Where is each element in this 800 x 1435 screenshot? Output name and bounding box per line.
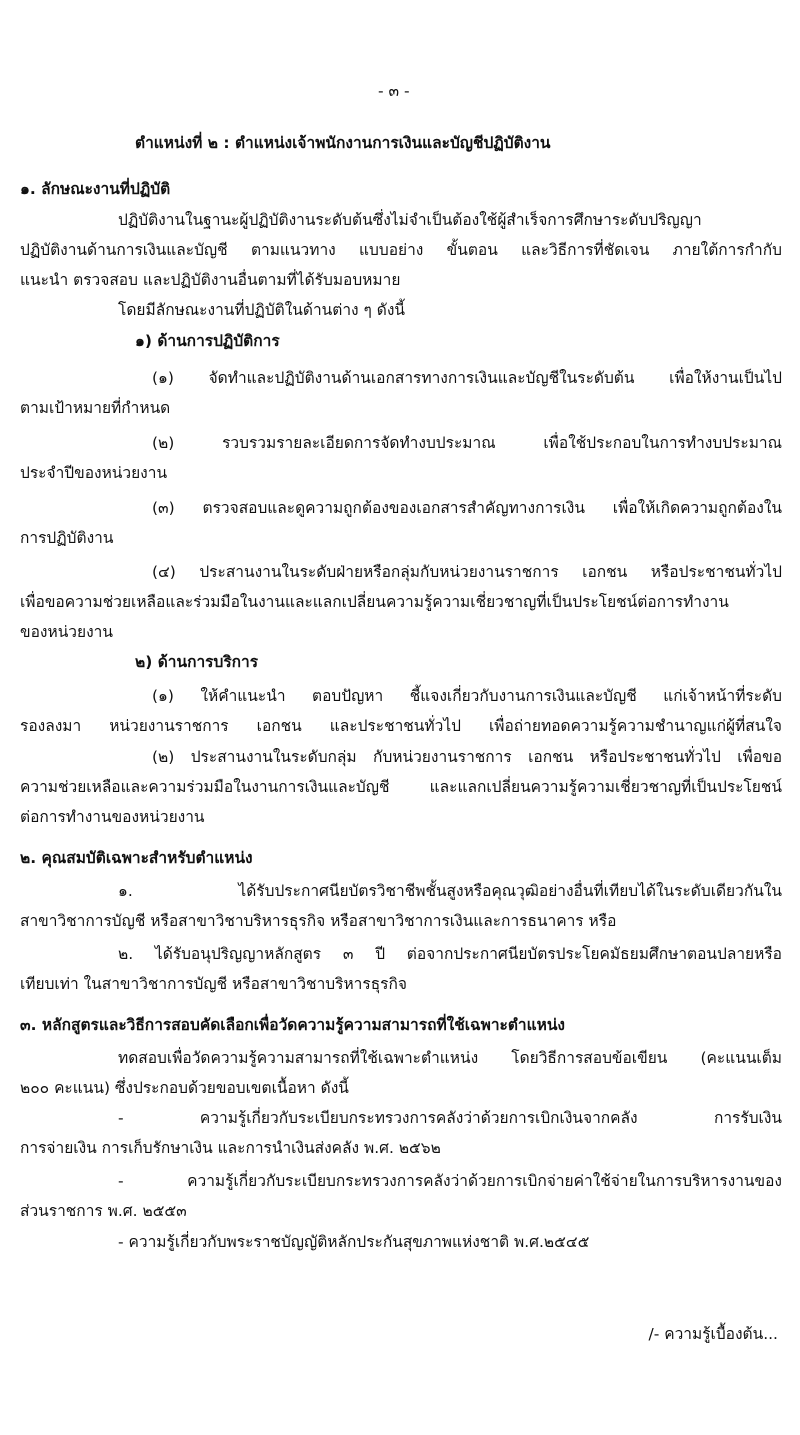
section-2-title: ๒. คุณสมบัติเฉพาะสำหรับตำแหน่ง [20, 849, 253, 867]
qualification-line: เทียบเท่า ในสาขาวิชาการบัญชี หรือสาขาวิชาบริหารธุรกิจ [20, 975, 407, 993]
exam-line: การจ่ายเงิน การเก็บรักษาเงิน และการนำเงินส่งคลัง พ.ศ. ๒๕๖๒ [20, 1139, 441, 1157]
paragraph-line: โดยมีลักษณะงานที่ปฏิบัติในด้านต่าง ๆ ดังนี้ [118, 301, 406, 319]
list-item-continuation: รองลงมา หน่วยงานราชการ เอกชน และประชาชนทั่วไป เพื่อถ่ายทอดความรู้ความชำนาญแก่ผู้ที่สนใจ [20, 717, 782, 735]
section-1-title: ๑. ลักษณะงานที่ปฏิบัติ [20, 180, 171, 198]
position-heading: ตำแหน่งที่ ๒ : ตำแหน่งเจ้าพนักงานการเงินและบัญชีปฏิบัติงาน [135, 134, 551, 152]
list-item-continuation: การปฏิบัติงาน [20, 529, 114, 547]
list-item-continuation: ของหน่วยงาน [20, 623, 113, 641]
paragraph-line: แนะนำ ตรวจสอบ และปฏิบัติงานอื่นตามที่ได้รับมอบหมาย [20, 271, 401, 289]
exam-line: ส่วนราชการ พ.ศ. ๒๕๕๓ [20, 1202, 187, 1220]
list-item-continuation: ความช่วยเหลือและความร่วมมือในงานการเงินและบัญชี และแลกเปลี่ยนความรู้ความเชี่ยวชาญที่เป็นประโยชน์ [20, 778, 782, 796]
paragraph-line: ปฏิบัติงานในฐานะผู้ปฏิบัติงานระดับต้นซึ่งไม่จำเป็นต้องใช้ผู้สำเร็จการศึกษาระดับปริญญา [118, 211, 702, 229]
qualification-line: สาขาวิชาการบัญชี หรือสาขาวิชาบริหารธุรกิจ หรือสาขาวิชาการเงินและการธนาคาร หรือ [20, 912, 617, 930]
exam-line: ๒๐๐ คะแนน) ซึ่งประกอบด้วยขอบเขตเนื้อหา ดังนี้ [20, 1079, 349, 1097]
list-item: (๑) จัดทำและปฏิบัติงานด้านเอกสารทางการเงินและบัญชีในระดับต้น เพื่อให้งานเป็นไป [152, 369, 782, 387]
section-3-title: ๓. หลักสูตรและวิธีการสอบคัดเลือกเพื่อวัดความรู้ความสามารถที่ใช้เฉพาะตำแหน่ง [20, 1016, 566, 1034]
subsection-operations-title: ๑) ด้านการปฏิบัติการ [135, 332, 280, 350]
list-item: (๔) ประสานงานในระดับฝ่ายหรือกลุ่มกับหน่วยงานราชการ เอกชน หรือประชาชนทั่วไป [152, 563, 782, 581]
list-item: (๒) รวบรวมรายละเอียดการจัดทำงบประมาณ เพื่อใช้ประกอบในการทำงบประมาณ [152, 434, 782, 452]
qualification-line: ๒. ได้รับอนุปริญญาหลักสูตร ๓ ปี ต่อจากประกาศนียบัตรประโยคมัธยมศึกษาตอนปลายหรือ [118, 945, 782, 963]
list-item-continuation: ประจำปีของหน่วยงาน [20, 464, 168, 482]
exam-line: - ความรู้เกี่ยวกับพระราชบัญญัติหลักประกันสุขภาพแห่งชาติ พ.ศ.๒๕๔๕ [118, 1233, 590, 1251]
list-item: (๓) ตรวจสอบและดูความถูกต้องของเอกสารสำคัญทางการเงิน เพื่อให้เกิดความถูกต้องใน [152, 499, 782, 517]
paragraph-line: ปฏิบัติงานด้านการเงินและบัญชี ตามแนวทาง แบบอย่าง ขั้นตอน และวิธีการที่ชัดเจน ภายใต้การกำกับ [20, 241, 782, 259]
exam-line: - ความรู้เกี่ยวกับระเบียบกระทรวงการคลังว่าด้วยการเบิกจ่ายค่าใช้จ่ายในการบริหารงานของ [118, 1172, 782, 1190]
list-item: (๑) ให้คำแนะนำ ตอบปัญหา ชี้แจงเกี่ยวกับงานการเงินและบัญชี แก่เจ้าหน้าที่ระดับ [152, 687, 782, 705]
exam-line: - ความรู้เกี่ยวกับระเบียบกระทรวงการคลังว่าด้วยการเบิกเงินจากคลัง การรับเงิน [118, 1109, 782, 1127]
list-item-continuation: ต่อการทำงานของหน่วยงาน [20, 808, 205, 826]
continued-on-next-page: /- ความรู้เบื้องต้น... [648, 1325, 778, 1343]
page-number: - ๓ - [378, 82, 410, 100]
list-item: (๒) ประสานงานในระดับกลุ่ม กับหน่วยงานราชการ เอกชน หรือประชาชนทั่วไป เพื่อขอ [152, 748, 782, 766]
subsection-services-title: ๒) ด้านการบริการ [135, 653, 259, 671]
qualification-line: ๑. ได้รับประกาศนียบัตรวิชาชีพชั้นสูงหรือคุณวุฒิอย่างอื่นที่เทียบได้ในระดับเดียวกันใน [118, 882, 782, 900]
exam-line: ทดสอบเพื่อวัดความรู้ความสามารถที่ใช้เฉพาะตำแหน่ง โดยวิธีการสอบข้อเขียน (คะแนนเต็ม [118, 1049, 782, 1067]
list-item-continuation: เพื่อขอความช่วยเหลือและร่วมมือในงานและแลกเปลี่ยนความรู้ความเชี่ยวชาญที่เป็นประโยชน์ต่อการทำงาน [20, 593, 729, 611]
list-item-continuation: ตามเป้าหมายที่กำหนด [20, 399, 171, 417]
